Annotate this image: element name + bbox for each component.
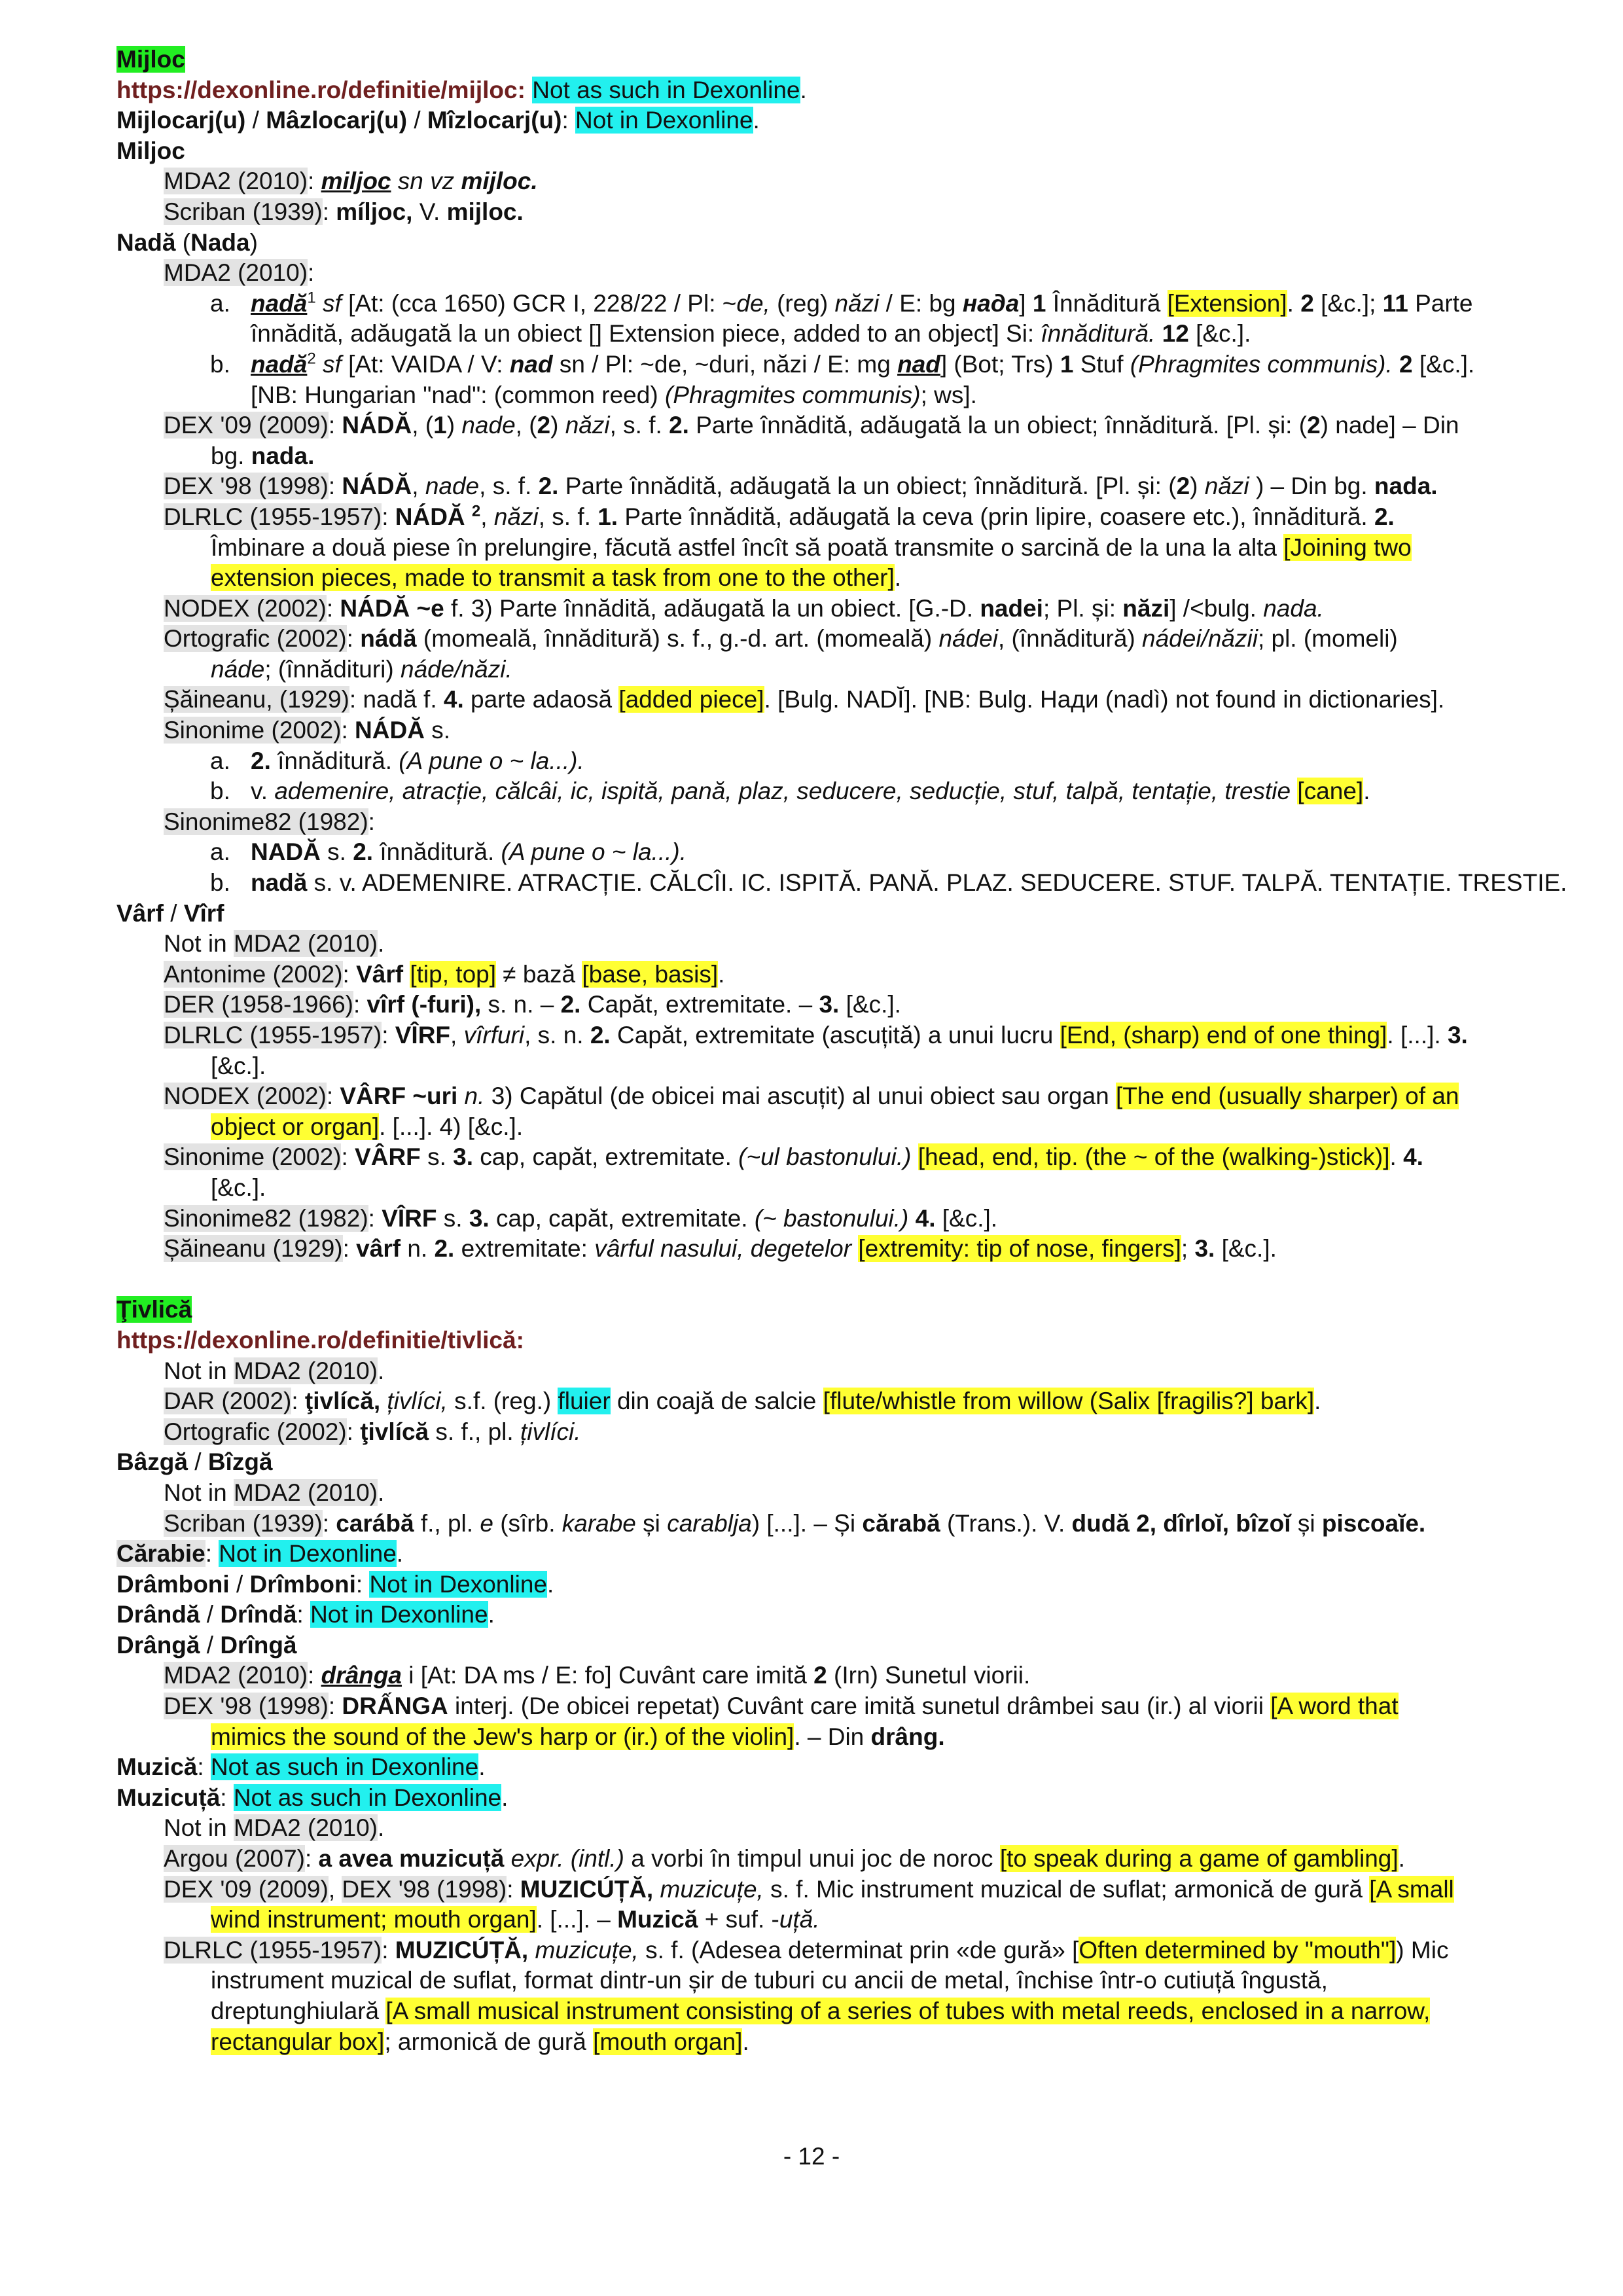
page-number: - 12 - (783, 2143, 840, 2170)
headword-dranda: Drândă / Drîndă: Not in Dexonline. (116, 1601, 495, 1628)
url-line: https://dexonline.ro/definitie/tivlică: (116, 1326, 524, 1354)
entry-mda2: MDA2 (2010): drânga i [At: DA ms / E: fo] Cuvânt care imită 2 (Irn) Sunetul viorii. (164, 1662, 1031, 1689)
list-item: a. nadă$^1$ sf [At: (cca 1650) GCR I, 228/22 / Pl: ~de, (reg) năzi / E: bg нада] 1 Înnăditură [Extension]. 2 [&c.]; 11 Parte (210, 289, 1473, 317)
headword-miljoc: Miljoc (116, 137, 185, 164)
headword-nada: Nadă (Nada) (116, 228, 258, 256)
list-item: a. NADĂ s. 2. înnăditură. (A pune o ~ la...). (210, 838, 687, 866)
headword-muzicuta: Muzicuță: Not as such in Dexonline. (116, 1784, 508, 1811)
headword-carabie: Cărabie: Not in Dexonline. (116, 1540, 404, 1568)
headword-bazga: Bâzgă / Bîzgă (116, 1448, 273, 1476)
headword-varf: Vârf / Vîrf (116, 899, 224, 927)
entry-saineanu: Șăineanu (1929): vârf n. 2. extremitate: vârful nasului, degetelor [extremity: tip of nose, fingers]; 3. [&c.]. (164, 1235, 1277, 1263)
url-line: https://dexonline.ro/definitie/mijloc: Not as such in Dexonline. (116, 76, 807, 103)
entry-antonime: Antonime (2002): Vârf [tip, top] ≠ bază [base, basis]. (164, 960, 725, 988)
entry-mda2: MDA2 (2010): (164, 259, 315, 287)
variants-line: Mijlocarj(u) / Mâzlocarj(u) / Mîzlocarj(u): Not in Dexonline. (116, 107, 760, 134)
entry-dar: DAR (2002): ţivlícă, țivlíci, s.f. (reg.) fluier din coajă de salcie [flute/whistle from willow (Salix [fragilis?] bark]. (164, 1388, 1321, 1415)
entry-nodex: NODEX (2002): VÂRF ~uri n. 3) Capătul (de obicei mai ascuțit) al unui obiect sau organ [The end (usually sharper) of an (164, 1083, 1459, 1110)
entry-ortografic: Ortografic (2002): ţivlícă s. f., pl. țivlíci. (164, 1418, 581, 1445)
entry-sinonime82: Sinonime82 (1982): VÎRF s. 3. cap, capăt, extremitate. (~ bastonului.) 4. [&c.]. (164, 1204, 998, 1232)
entry-scriban: Scriban (1939): carábă f., pl. e (sîrb. karabe și carablja) [...]. – Și cărabă (Trans.). V. dudă 2, dîrloĭ, bîzoĭ și piscoaĭe. (164, 1509, 1426, 1537)
list-item: a. 2. înnăditură. (A pune o ~ la...). (210, 747, 584, 774)
list-item: b. nadă s. v. ADEMENIRE. ATRACȚIE. CĂLCÎI. IC. ISPITĂ. PANĂ. PLAZ. SEDUCERE. STUF. TALPĂ. TENTAȚIE. TRESTIE. (210, 869, 1567, 897)
dexonline-link[interactable]: https://dexonline.ro/definitie/mijloc (116, 76, 518, 103)
entry-sinonime: Sinonime (2002): NÁDĂ s. (164, 717, 450, 744)
entry-dex98: DEX '98 (1998): DRẤNGA interj. (De obicei repetat) Cuvânt care imită sunetul drâmbei sau (ir.) al viorii [A word that (164, 1693, 1399, 1720)
entry-saineanu: Șăineanu, (1929): nadă f. 4. parte adaosă [added piece]. [Bulg. NADĬ]. [NB: Bulg. Нади (nadì) not found in dictionaries]. (164, 686, 1445, 713)
entry-sinonime: Sinonime (2002): VÂRF s. 3. cap, capăt, extremitate. (~ul bastonului.) [head, end, tip. (the ~ of the (walking-)stick)]. 4. (164, 1143, 1423, 1171)
entry-der: DER (1958-1966): vîrf (-furi), s. n. – 2. Capăt, extremitate. – 3. [&c.]. (164, 991, 901, 1018)
entry-nodex: NODEX (2002): NÁDĂ ~e f. 3) Parte înnădită, adăugată la un obiect. [G.-D. nadei; Pl. și: năzi] /<bulg. nada. (164, 594, 1324, 622)
section-title-tivlica: Ţivlică (116, 1296, 192, 1323)
headword-dranga: Drângă / Drîngă (116, 1631, 297, 1659)
dexonline-link[interactable]: https://dexonline.ro/definitie/tivlică (116, 1326, 516, 1354)
entry-sinonime82: Sinonime82 (1982): (164, 808, 375, 835)
entry-dlrlc: DLRLC (1955-1957): MUZICÚȚĂ, muzicuțe, s. f. (Adesea determinat prin «de gură» [Often determined by "mouth"]) Mic (164, 1936, 1449, 1964)
entry-dlrlc: DLRLC (1955-1957): NÁDĂ $^2$, năzi, s. f. 1. Parte înnădită, adăugată la ceva (prin lipire, coasere etc.), înnăditură. 2. (164, 502, 1395, 530)
entry-dlrlc: DLRLC (1955-1957): VÎRF, vîrfuri, s. n. 2. Capăt, extremitate (ascuțită) a unui lucru [End, (sharp) end of one thing]. [...]. 3. (164, 1022, 1468, 1049)
document-page: Mijloc https://dexonline.ro/definitie/mijloc: Not as such in Dexonline. Mijlocarj(u) / Mâzlocarj(u) / Mîzlocarj(u): Not in Dexonline. Miljoc MDA2 (2010): miljoc sn vz mijloc. Scriban (1939): míljoc, V. mijloc. Nadă (Nada) MDA2 (2010): a. nadă$^1$ sf [At: (cca 1650) GCR I, 228/22 / Pl: ~de, (reg) năzi / E: bg нада] 1 Înnăditură [Extension]. 2 [&c.]; 11 Parte înnădită, adăugată la un obiect [] Extension piece, added to an object] Si: înnăditură. 12 [&c.]. b. nadă$^2$ sf [At: VAIDA / V: nad sn / Pl: ~de, ~duri, năzi / E: mg nad] (Bot; Trs) 1 Stuf (Phragmites communis). 2 [&c.]. [NB: Hungarian "nad": (common reed) (Phragmites communis); ws]. DEX '09 (2009): NÁDĂ, (1) nade, (2) năzi, s. f. 2. Parte înnădită, adăugată la un obiect; înnăditură. [Pl. și: (2) nade] – Din bg. nada. DEX '98 (1998): NÁDĂ, nade, s. f. 2. Parte înnădită, adăugată la un obiect; înnăditură. [Pl. și: (2) năzi ) – Din bg. nada. DLRLC (1955-1957): NÁDĂ $^2$, năzi, s. f. 1. Parte înnădită, adăugată la ceva (prin lipire, coasere etc.), înnăditură. 2. Îmbinare a două piese în prelungire, făcută astfel încît să poată transmite o sarcină de la una la alta [Joining two extension pieces, made to transmit a task from one to the other]. NODEX (2002): NÁDĂ ~e f. 3) Parte înnădită, adăugată la un obiect. [G.-D. nadei; Pl. și: năzi] /<bulg. nada. Ortografic (2002): nádă (momeală, înnăditură) s. f., g.-d. art. (momeală) nádei, (înnăditură) nádei/năzii; pl. (momeli) náde; (înnădituri) náde/năzi. Șăineanu, (1929): nadă f. 4. parte adaosă [added piece]. [Bulg. NADĬ]. [NB: Bulg. Нади (nadì) not found in dictionaries]. Sinonime (2002): NÁDĂ s. a. 2. înnăditură. (A pune o ~ la...). b. v. ademenire, atracție, călcâi, ic, ispită, pană, plaz, seducere, seducție, stuf, talpă, tentație, trestie [cane]. Sinonime82 (1982): a. NADĂ s. 2. înnăditură. (A pune o ~ la...). b. nadă s. v. ADEMENIRE. ATRACȚIE. CĂLCÎI. IC. ISPITĂ. PANĂ. PLAZ. SEDUCERE. STUF. TALPĂ. TENTAȚIE. TRESTIE. Vârf / Vîrf Not in MDA2 (2010). Antonime (2002): Vârf [tip, top] ≠ bază [base, basis]. DER (1958-1966): vîrf (-furi), s. n. – 2. Capăt, extremitate. – 3. [&c.]. DLRLC (1955-1957): VÎRF, vîrfuri, s. n. 2. Capăt, extremitate (ascuțită) a unui lucru [End, (sharp) end of one thing]. [...]. 3. [&c.]. NODEX (2002): VÂRF ~uri n. 3) Capătul (de obicei mai ascuțit) al unui obiect sau organ [The end (usually sharper) of an object or organ]. [...]. 4) [&c.]. Sinonime (2002): VÂRF s. 3. cap, capăt, extremitate. (~ul bastonului.) [head, end, tip. (the ~ of the (walking-)stick)]. 4. [&c.]. Sinonime82 (1982): VÎRF s. 3. cap, capăt, extremitate. (~ bastonului.) 4. [&c.]. Șăineanu (1929): vârf n. 2. extremitate: vârful nasului, degetelor [extremity: tip of nose, fingers]; 3. [&c.]. Ţivlică https://dexonline.ro/definitie/tivlică: Not in MDA2 (2010). DAR (2002): ţivlícă, țivlíci, s.f. (reg.) fluier din coajă de salcie [flute/whistle from willow (Salix [fragilis?] bark]. Ortografic (2002): ţivlícă s. f., pl. țivlíci. Bâzgă / Bîzgă Not in MDA2 (2010). Scriban (1939): carábă f., pl. e (sîrb. karabe și carablja) [...]. – Și cărabă (Trans.). V. dudă 2, dîrloĭ, bîzoĭ și piscoaĭe. Cărabie: Not in Dexonline. Drâmboni / Drîmboni: Not in Dexonline. Drândă / Drîndă: Not in Dexonline. Drângă / Drîngă MDA2 (2010): drânga i [At: DA ms / E: fo] Cuvânt care imită 2 (Irn) Sunetul viorii. DEX '98 (1998): DRẤNGA interj. (De obicei repetat) Cuvânt care imită sunetul drâmbei sau (ir.) al viorii [A word that mimics the sound of the Jew's harp or (ir.) of the violin]. – Din drâng. Muzică: Not as such in Dexonline. Muzicuță: Not as such in Dexonline. Not in MDA2 (2010). Argou (2007): a avea muzicuță expr. (intl.) a vorbi în timpul unui joc de noroc [to speak during a game of gambling]. DEX '09 (2009), DEX '98 (1998): MUZICÚȚĂ, muzicuțe, s. f. Mic instrument muzical de suflat; armonică de gură [A small wind instrument; mouth organ]. [...]. – Muzică + suf. -uță. DLRLC (1955-1957): MUZICÚȚĂ, muzicuțe, s. f. (Adesea determinat prin «de gură» [Often determined by "mouth"]) Mic instrument muzical de suflat, format dintr-un șir de tuburi cu ancii de metal, închise într-o cutiuță îngustă, dreptunghiulară [A small musical instrument consisting of a series of tubes with metal reeds, enclosed in a narrow, rectangular box]; armonică de gură [mouth organ]. (116, 46, 1567, 2055)
section-title-mijloc: Mijloc (116, 46, 185, 73)
entry-argou: Argou (2007): a avea muzicuță expr. (intl.) a vorbi în timpul unui joc de noroc [to speak during a game of gambling]. (164, 1845, 1405, 1873)
entry-scriban: Scriban (1939): míljoc, V. mijloc. (164, 198, 524, 225)
entry-dex: DEX '09 (2009), DEX '98 (1998): MUZICÚȚĂ, muzicuțe, s. f. Mic instrument muzical de suflat; armonică de gură [A small (164, 1875, 1454, 1903)
entry-dex98: DEX '98 (1998): NÁDĂ, nade, s. f. 2. Parte înnădită, adăugată la un obiect; înnăditură. [Pl. și: (2) năzi ) – Din bg. nada. (164, 473, 1438, 500)
list-item: b. v. ademenire, atracție, călcâi, ic, ispită, pană, plaz, seducere, seducție, stuf, talpă, tentație, trestie [cane]. (210, 778, 1370, 805)
headword-dramboni: Drâmboni / Drîmboni: Not in Dexonline. (116, 1570, 554, 1598)
entry-ortografic: Ortografic (2002): nádă (momeală, înnăditură) s. f., g.-d. art. (momeală) nádei, (înnăditură) nádei/năzii; pl. (momeli) (164, 625, 1398, 653)
list-item: b. nadă$^2$ sf [At: VAIDA / V: nad sn / Pl: ~de, ~duri, năzi / E: mg nad] (Bot; Trs) 1 Stuf (Phragmites communis). 2 [&c.]. (210, 350, 1475, 378)
entry-dex09: DEX '09 (2009): NÁDĂ, (1) nade, (2) năzi, s. f. 2. Parte înnădită, adăugată la un obiect; înnăditură. [Pl. și: (2) nade] – Din (164, 412, 1459, 439)
headword-muzica: Muzică: Not as such in Dexonline. (116, 1753, 486, 1781)
entry-mda2: MDA2 (2010): miljoc sn vz mijloc. (164, 168, 538, 195)
